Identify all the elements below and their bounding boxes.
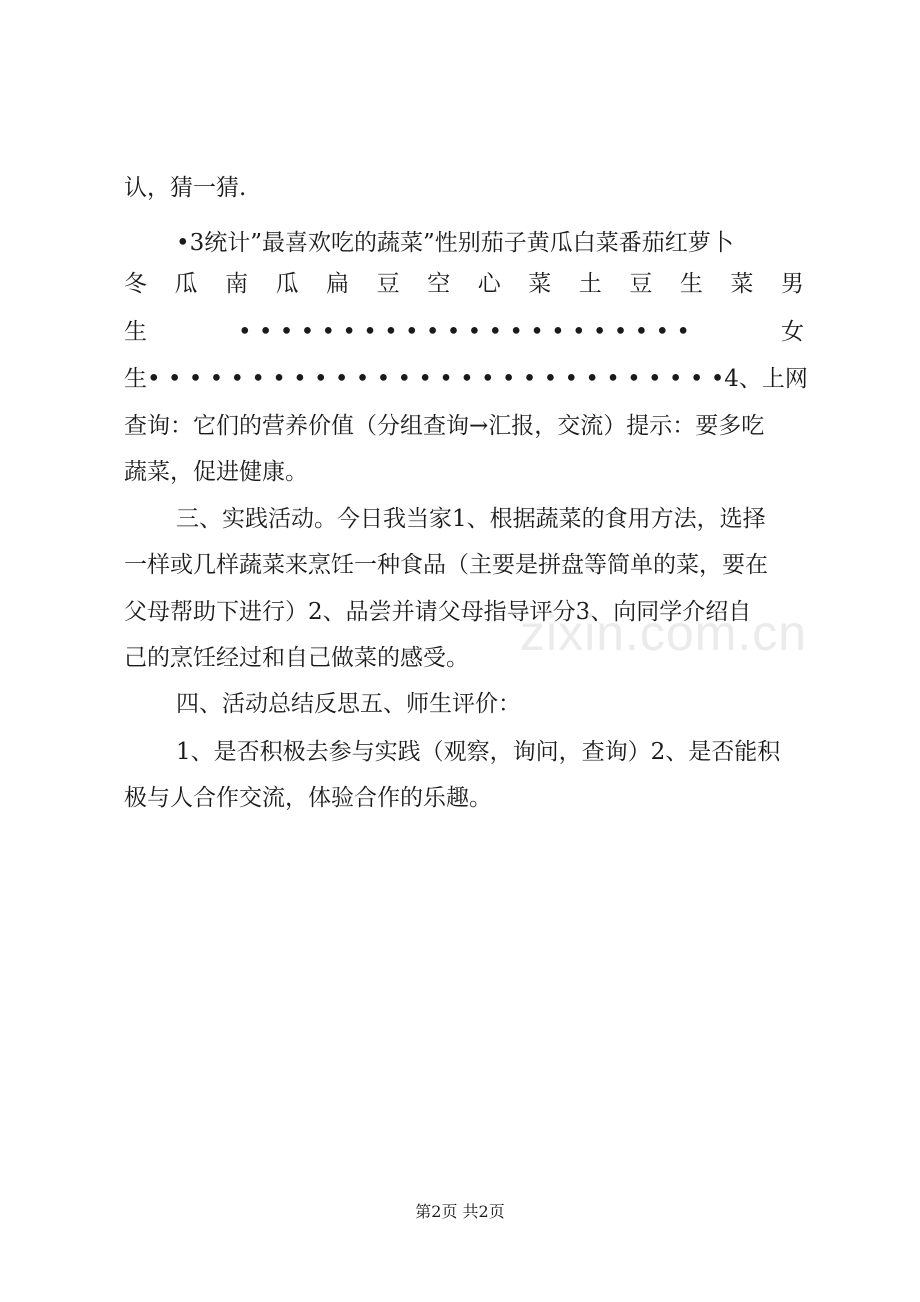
text-line-7: 蔬菜，促进健康。 (124, 459, 308, 485)
glyph: 瓜 (174, 271, 198, 297)
glyph: 心 (477, 271, 501, 297)
text-line-10: 父母帮助下进行）2、品尝并请父母指导评分3、向同学介绍自 (124, 599, 752, 625)
text-line-1: 认，猜一猜. (124, 175, 247, 201)
glyph: 冬 (124, 271, 147, 297)
text-line-4 (124, 317, 804, 347)
row-label-girls: 女 (781, 319, 804, 345)
glyph: 豆 (376, 271, 400, 297)
glyph: 菜 (730, 271, 754, 297)
glyph: 豆 (629, 271, 653, 297)
watermark: zixin.com.cn (520, 605, 808, 661)
text-line-2: •3统计”最喜欢吃的蔬菜”性别茄子黄瓜白菜番茄红萝卜 (176, 230, 734, 256)
page-footer: 第2页 共2页 (415, 1202, 505, 1221)
text-line-14: 极与人合作交流，体验合作的乐趣。 (124, 785, 492, 811)
text-line-11: 己的烹饪经过和自己做菜的感受。 (124, 645, 469, 671)
glyph: 男 (780, 271, 804, 297)
text-line-6: 查询：它们的营养价值（分组查询→汇报，交流）提示：要多吃 (124, 413, 765, 439)
text-line-8: 三、实践活动。今日我当家1、根据蔬菜的食用方法，选择 (176, 506, 766, 532)
row-label-boys: 生 (124, 319, 147, 345)
glyph: 瓜 (275, 271, 299, 297)
glyph: 菜 (528, 271, 552, 297)
text-line-13: 1、是否积极去参与实践（观察，询问，查询）2、是否能积 (176, 739, 781, 765)
glyph: 空 (427, 271, 451, 297)
text-line-5: 生• • • • • • • • • • • • • • • • • • • • • • • • • • • •4、上网 (124, 366, 808, 392)
text-line-9: 一样或几样蔬菜来烹饪一种食品（主要是拼盘等简单的菜，要在 (124, 552, 768, 578)
glyph: 生 (679, 271, 703, 297)
glyph: 土 (578, 271, 602, 297)
text-line-3 (124, 269, 804, 299)
dot-leader: • • • • • • • • • • • • • • • • • • • • • • (238, 319, 690, 345)
text-line-12: 四、活动总结反思五、师生评价： (176, 691, 521, 717)
glyph: 南 (225, 271, 249, 297)
glyph: 扁 (326, 271, 350, 297)
